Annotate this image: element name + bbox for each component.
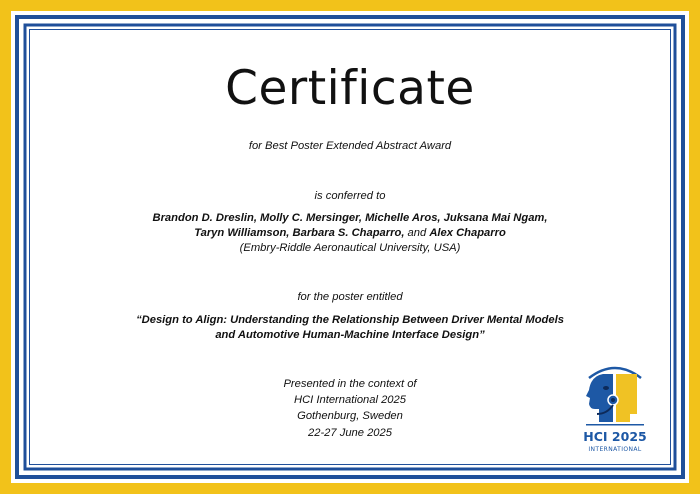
context-line-1: Presented in the context of bbox=[283, 378, 417, 390]
conferred-text: is conferred to bbox=[314, 190, 386, 202]
authors-and: and bbox=[404, 227, 430, 239]
logo-main-text: HCI 2025 bbox=[583, 429, 647, 444]
poster-intro: for the poster entitled bbox=[297, 291, 403, 303]
context-line-4: 22-27 June 2025 bbox=[308, 427, 392, 439]
authors-names-b: Alex Chaparro bbox=[429, 227, 506, 239]
affiliation: (Embry-Riddle Aeronautical University, USA) bbox=[239, 242, 461, 254]
context-line-3: Gothenburg, Sweden bbox=[297, 410, 403, 422]
poster-title-line-1: “Design to Align: Understanding the Relationship Between Driver Mental Models bbox=[136, 314, 564, 326]
award-name: for Best Poster Extended Abstract Award bbox=[248, 140, 452, 152]
authors-line-1: Brandon D. Dreslin, Molly C. Mersinger, Michelle Aros, Juksana Mai Ngam, bbox=[152, 212, 548, 224]
poster-title-line-2: and Automotive Human-Machine Interface Design” bbox=[215, 329, 485, 341]
authors-names-a: Taryn Williamson, Barbara S. Chaparro, bbox=[194, 227, 405, 239]
certificate-title: Certificate bbox=[225, 61, 475, 116]
hci-2025-logo bbox=[583, 362, 647, 462]
logo-sub-text: INTERNATIONAL bbox=[588, 446, 642, 453]
context-line-2: HCI International 2025 bbox=[294, 394, 406, 406]
authors-line-2 bbox=[60, 226, 640, 241]
